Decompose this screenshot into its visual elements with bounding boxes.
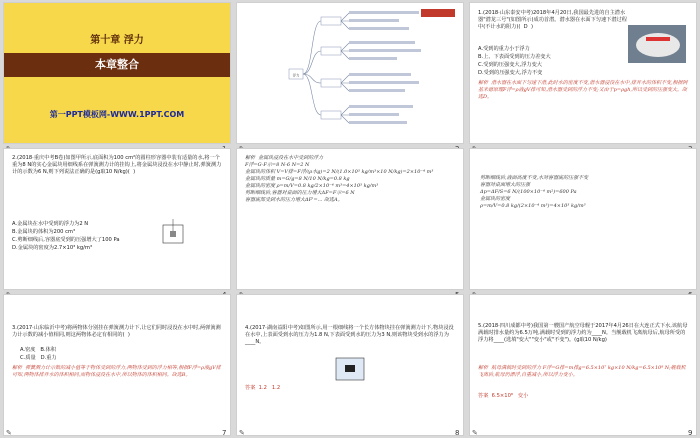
option-d: D.受到的压强变大,浮力不变 (478, 70, 543, 76)
analysis-text: 解析 潜水器在水面下匀速下潜,此时水的密度不变,潜水器浸没在水中,排开水的体积不变,根据阿基米德原理F浮=ρ液gV排可知,潜水器受到的浮力不变;又由于p=ρgh,所以受到的压强变大。故选D。 (478, 80, 688, 100)
chapter-title: 第十章 浮力 (90, 35, 144, 46)
slide-number: 9 (688, 429, 693, 437)
option-a: A.受到的重力小于浮力 (478, 46, 530, 52)
analysis-text: 解析 金属块浸没在水中受到的浮力 F浮=G-F示=8 N-6 N=2 N 金属块的体积 V=V排=F浮/(ρ水g)=2 N/(1.0×10³ kg/m³×10 N/kg)=2×10⁻⁴ m³ 金属块的质量 m=G/g=8 N/10 N/kg=0.8 kg 金属块的密度 ρ=m/V=0.8 kg/2×10⁻⁴ m³=4×10³ kg/m³ 剪断细线后,容器对桌面的压力增大ΔF=F示=6 N 容器底部受到水的压力增大ΔF'=... 故选A。 (245, 155, 434, 203)
analysis-text: 剪断细线后,液面高度不变,水对容器底的压强不变 容器对桌面增大的压强 Δp=ΔF/S=6 N/(100×10⁻⁴ m²)=600 Pa 金属块的密度 ρ=m/V=0.8 kg/(2×10⁻⁴ m³)=4×10³ kg/m³ (480, 175, 589, 209)
analysis-text: 解析 航母满载时受到的浮力 F浮=G排=m排g=6.5×10⁷ kg×10 N/kg=6.5×10⁸ N;舰载机飞离后,航母仍漂浮,自重减小,所以浮力变小。 (478, 365, 686, 378)
beaker-diagram (160, 219, 186, 245)
slide-thumbnail-7[interactable] (4, 295, 230, 435)
option-cd: C.质量 D.重力 (20, 355, 57, 361)
analysis-text: 解析 弹簧测力计示数的减小值等于物体受到的浮力,两物体受到的浮力相等,根据F浮=ρ液gV排可知,两物体排开水的体积相同,而物体浸没在水中,所以物体的体积相同。故选B。 (12, 365, 221, 378)
mindmap-diagram (237, 3, 463, 143)
slide-thumbnail-6[interactable] (470, 149, 696, 289)
option-ab: A.密度 B.体积 (20, 347, 57, 353)
slide-thumbnail-2[interactable] (237, 3, 463, 143)
answer-text: 答案 1.2 1.2 (245, 385, 281, 391)
option-c: C.受到的压强变大,浮力变大 (478, 62, 542, 68)
option-c: C.剪断细线后,容器底受到的压强增大了100 Pa (12, 237, 120, 243)
brand-text: 第一PPT模板网-WWW.1PPT.COM (49, 110, 185, 119)
slide-thumbnail-3[interactable] (470, 3, 696, 143)
slide-thumbnail-8[interactable] (237, 295, 463, 435)
option-d: D.金属块的密度为2.7×10³ kg/m³ (12, 245, 93, 251)
slide-thumbnail-5[interactable] (237, 149, 463, 289)
answer-text: 答案 6.5×10⁸ 变小 (478, 393, 529, 399)
section-band: 本章整合 (4, 53, 230, 77)
slide-number: 8 (455, 429, 460, 437)
block-diagram (335, 357, 365, 381)
option-a: A.金属块在水中受到的浮力为2 N (12, 221, 89, 227)
question-text: 4.(2017·湖南益阳中考)如图所示,用一根细线将一个长方体物块挂在弹簧测力计下,物块浸没在水中,上表面受到水的压力为1.8 N,下表面受到水的压力为3 N,则该物块受到水的浮力为____N。 (245, 325, 454, 346)
mindmap-center-label: 浮力 (292, 73, 300, 78)
slide-transition-icon[interactable]: ✎ (6, 429, 12, 437)
question-text: 5.(2018·四川成都中考)我国第一艘国产航空母舰于2017年4月26日在大连正式下水,该航母满载时排水量约为6.5万吨,满载时受到的浮力约为____N。当舰载机飞离航母后,航母所受的浮力将____(选填"变大""变小"或"不变")。(g取10 N/kg) (478, 323, 688, 344)
slide-thumbnail-4[interactable] (4, 149, 230, 289)
slide-number: 7 (222, 429, 227, 437)
option-b: B.上、下表面受到的压力差变大 (478, 54, 551, 60)
question-text: 1.(2018·山东泰安中考)2018年4月20日,我国最先进的自主潜水器"潜龙三号"(如图所示)成功首潜。潜水器在水面下匀速下潜过程中(不计水的阻力)( D ) (478, 10, 627, 31)
slide-thumbnail-1[interactable] (4, 3, 230, 143)
option-b: B.金属块的体积为200 cm³ (12, 229, 76, 235)
question-text: 2.(2018·重庆中考B卷)如图甲所示,底面积为100 cm²的圆柱形容器中装有适量的水,将一个重为8 N的实心金属块用细线系在弹簧测力计的挂钩上,将金属块浸没在水中静止时,弹簧测力计的示数为6 N,则下列说法正确的是(g取10 N/kg)( ) (12, 155, 222, 176)
slide-transition-icon[interactable]: ✎ (472, 429, 478, 437)
slide-thumbnail-9[interactable] (470, 295, 696, 435)
slide-transition-icon[interactable]: ✎ (239, 429, 245, 437)
submarine-image (628, 25, 686, 63)
question-text: 3.(2017·山东临沂中考)将两物体分别挂在弹簧测力计下,让它们同时浸没在水中时,两弹簧测力计示数的减小值相同,则这两物体必定有相同的( ) (12, 325, 221, 339)
